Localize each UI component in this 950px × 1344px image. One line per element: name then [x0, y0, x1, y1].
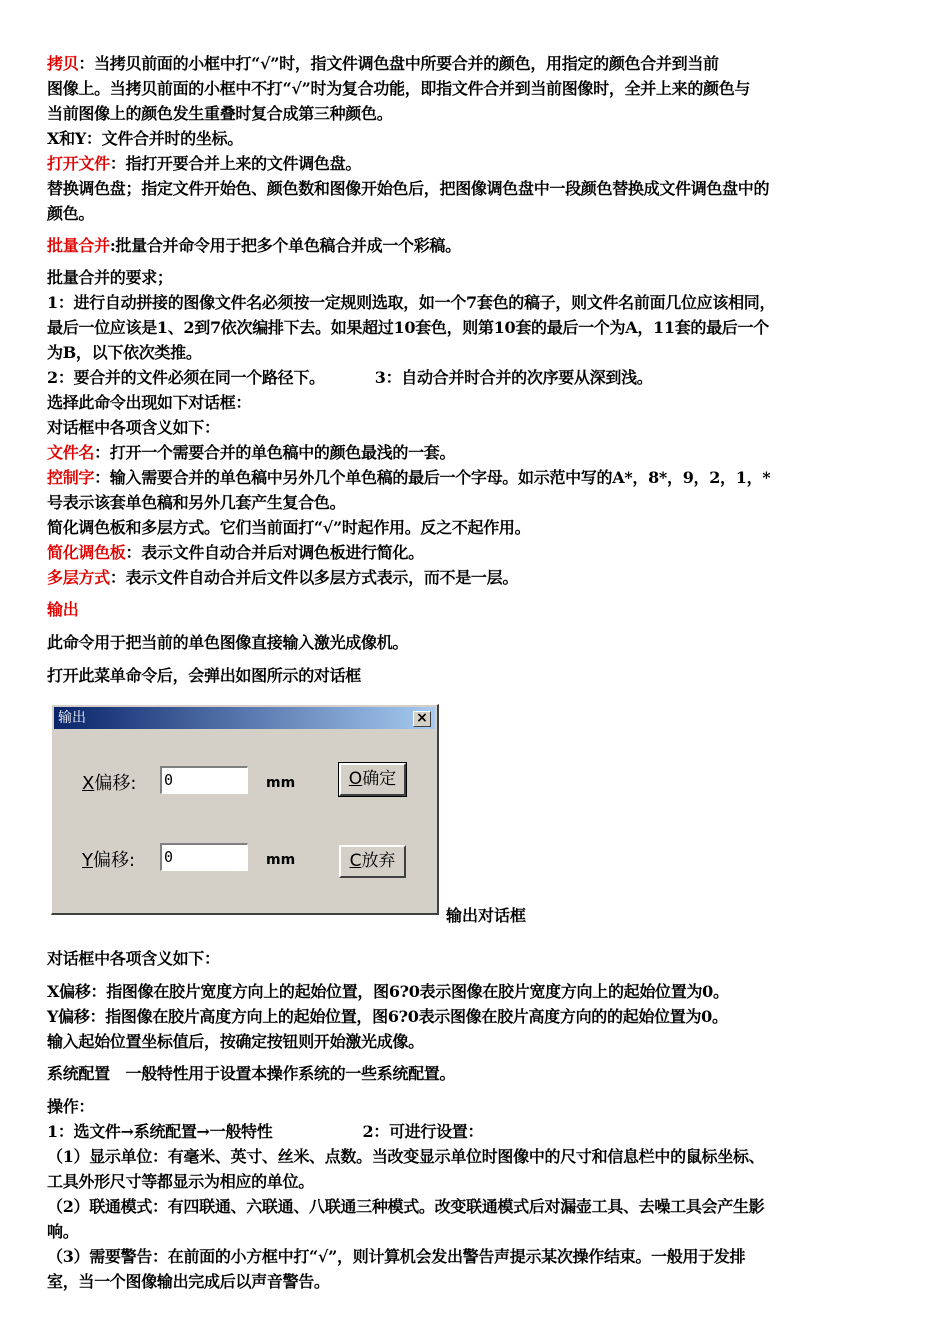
text-line: 工具外形尺寸等都显示为相应的单位。 [47, 1172, 314, 1191]
text-line: 输入起始位置坐标值后，按确定按钮则开始激光成像。 [47, 1032, 424, 1051]
text-line: （3）需要警告：在前面的小方框中打“√”，则计算机会发出警告声提示某次操作结束。一般用于发排 [47, 1247, 746, 1266]
text-line: X偏移：指图像在胶片宽度方向上的起始位置，图6?0表示图像在胶片宽度方向上的起始位置为0。 [47, 982, 729, 1001]
text-line: 1：选文件→系统配置→一般特性 2：可进行设置： [47, 1122, 484, 1141]
text-line: 室，当一个图像输出完成后以声音警告。 [47, 1272, 330, 1291]
text-line: 号表示该套单色稿和另外几套产生复合色。 [47, 493, 346, 512]
text-line: 1：进行自动拼接的图像文件名必须按一定规则选取，如一个7套色的稿子，则文件名前面几位应该相同， [47, 293, 776, 312]
x-offset-label: X偏移: [82, 773, 137, 794]
text-line: 批量合并的要求； [47, 268, 173, 287]
text-line: （1）显示单位：有毫米、英寸、丝米、点数。当改变显示单位时图像中的尺寸和信息栏中的鼠标坐标、 [47, 1147, 765, 1166]
ok-button[interactable]: O确定 [339, 763, 406, 796]
text-line: 此命令用于把当前的单色图像直接输入激光成像机。 [47, 633, 409, 652]
term-copy: 拷贝 [47, 54, 79, 73]
cancel-button[interactable]: C放弃 [339, 845, 406, 878]
text-line: 最后一位应该是1、2到7依次编排下去。如果超过10套色，则第10套的最后一个为A，11套的最后一个 [47, 318, 769, 337]
text-line: 当前图像上的颜色发生重叠时复合成第三种颜色。 [47, 104, 393, 123]
text-line: 对话框中各项含义如下： [47, 949, 220, 968]
text-line: 2：要合并的文件必须在同一个路径下。 3：自动合并时合并的次序要从深到浅。 [47, 368, 653, 387]
dialog-title-bar[interactable] [54, 707, 435, 729]
section-heading-output: 输出 [47, 600, 79, 619]
text-line: 操作： [47, 1097, 95, 1116]
text-line: 控制字：输入需要合并的单色稿中另外几个单色稿的最后一个字母。如示范中写的A*，8*，9，2，1，* [47, 468, 771, 487]
term-simplify-palette: 简化调色板 [47, 543, 126, 562]
text-line: X和Y：文件合并时的坐标。 [47, 129, 243, 148]
text-line: 多层方式：表示文件自动合并后文件以多层方式表示，而不是一层。 [47, 568, 519, 587]
text-line: 响。 [47, 1222, 79, 1241]
text-line: 系统配置 一般特性用于设置本操作系统的一些系统配置。 [47, 1064, 456, 1083]
dialog-title: 输出 [58, 710, 86, 726]
y-offset-input[interactable]: 0 [160, 843, 248, 871]
text-line: 为B，以下依次类推。 [47, 343, 202, 362]
text-line: （2）联通模式：有四联通、六联通、八联通三种模式。改变联通模式后对漏壶工具、去噪工具会产生影 [47, 1197, 765, 1216]
text-line: 批量合并:批量合并命令用于把多个单色稿合并成一个彩稿。 [47, 236, 461, 255]
text-line: 简化调色板和多层方式。它们当前面打“√”时起作用。反之不起作用。 [47, 518, 531, 537]
output-dialog [51, 704, 439, 915]
text-line: 图像上。当拷贝前面的小框中不打“√”时为复合功能，即指文件合并到当前图像时，全并上来的颜色与 [47, 79, 751, 98]
text-line: 替换调色盘；指定文件开始色、颜色数和图像开始色后，把图像调色盘中一段颜色替换成文件调色盘中的 [47, 179, 770, 198]
text-line: 对话框中各项含义如下： [47, 418, 220, 437]
text-line: 文件名：打开一个需要合并的单色稿中的颜色最浅的一套。 [47, 443, 456, 462]
text-line: 拷贝：当拷贝前面的小框中打“√”时，指文件调色盘中所要合并的颜色，用指定的颜色合并到当前 [47, 54, 719, 73]
term-batch-merge: 批量合并 [47, 236, 110, 255]
dialog-caption: 输出对话框 [446, 906, 527, 925]
text-line: 简化调色板：表示文件自动合并后对调色板进行简化。 [47, 543, 424, 562]
y-offset-label: Y偏移: [82, 850, 136, 871]
term-file-name: 文件名 [47, 443, 95, 462]
x-unit-label: mm [266, 775, 296, 791]
close-icon[interactable]: × [413, 711, 431, 727]
x-offset-input[interactable]: 0 [160, 766, 248, 794]
term-control-char: 控制字 [47, 468, 95, 487]
text-line: Y偏移：指图像在胶片高度方向上的起始位置，图6?0表示图像在胶片高度方向的的起始位置为0。 [47, 1007, 728, 1026]
text-line: 选择此命令出现如下对话框： [47, 393, 252, 412]
term-multilayer: 多层方式 [47, 568, 110, 587]
text-line: 颜色。 [47, 204, 95, 223]
text-line: 打开此菜单命令后，会弹出如图所示的对话框 [47, 666, 362, 685]
y-unit-label: mm [266, 852, 296, 868]
text-line: 打开文件：指打开要合并上来的文件调色盘。 [47, 154, 362, 173]
term-open-file: 打开文件 [47, 154, 110, 173]
